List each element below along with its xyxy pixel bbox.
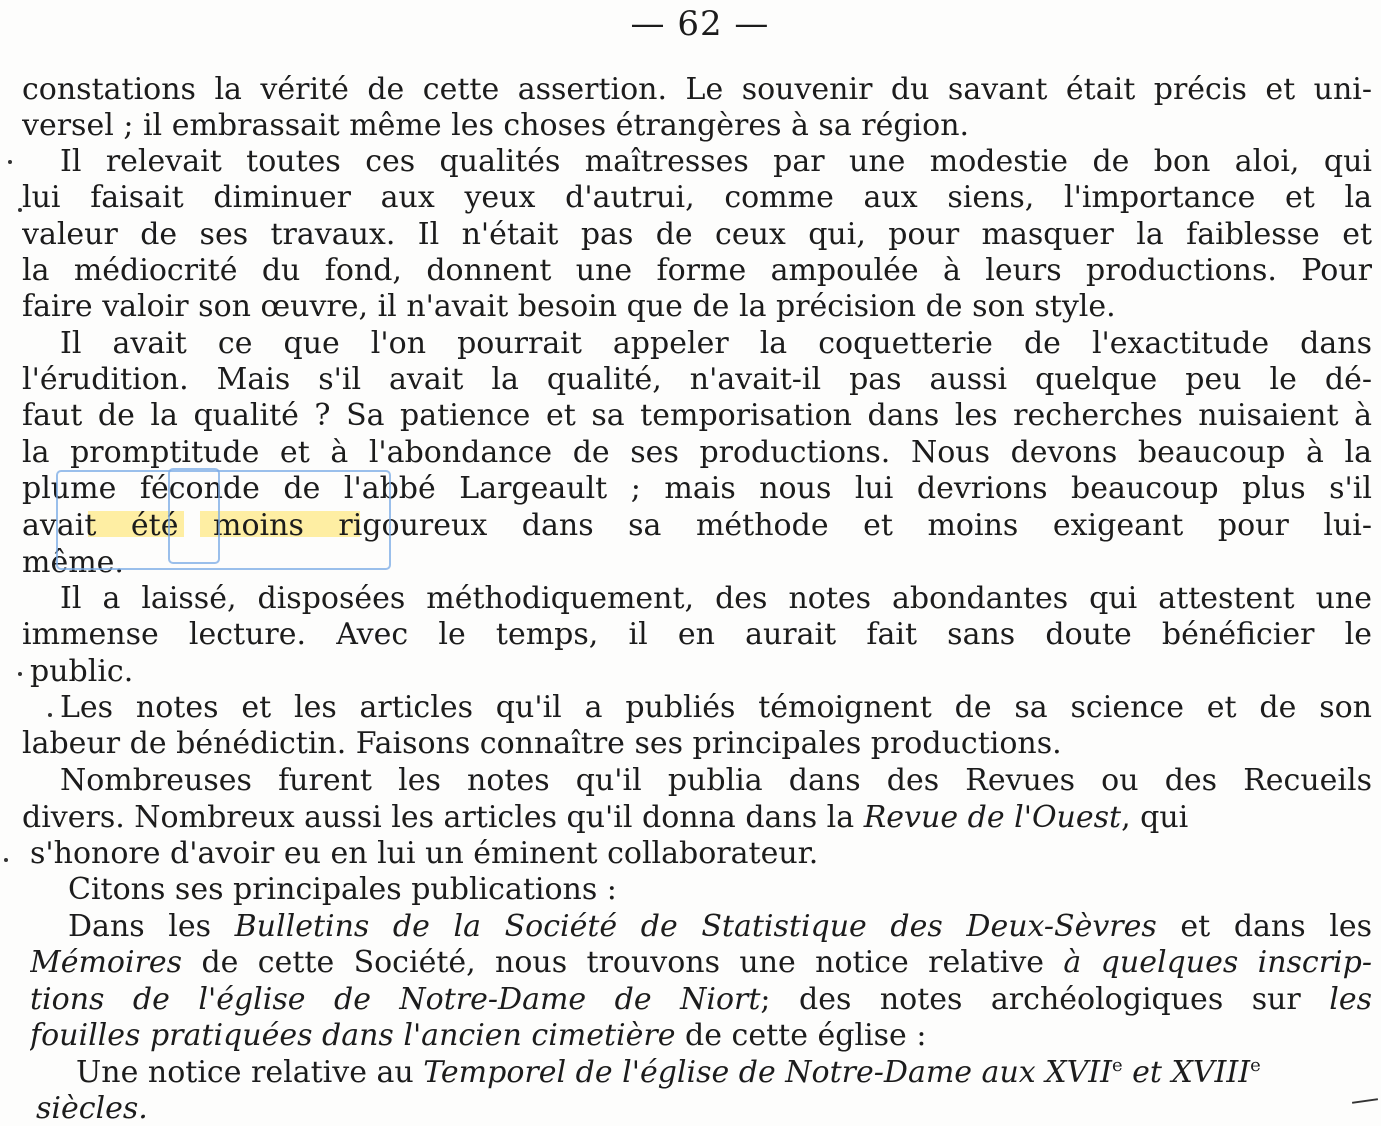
italic-title: Revue de l'Ouest (863, 800, 1122, 835)
italic-title: les (1329, 982, 1372, 1017)
selection-box[interactable] (168, 468, 220, 564)
text-line (76, 1055, 1372, 1091)
text-line: plume féconde de l'abbé Largeault ; mais nous lui devrions beaucoup plus s'il (22, 471, 1372, 506)
text-line: versel ; il embrassait même les choses étrangères à sa région. (22, 108, 970, 143)
scan-speck (48, 713, 52, 717)
scan-speck (18, 208, 22, 212)
text-line: faut de la qualité ? Sa patience et sa temporisation dans les recherches nuisaient à (22, 398, 1372, 433)
text-line: faire valoir son œuvre, il n'avait besoin que de la précision de son style. (22, 289, 1116, 324)
italic-title: à quelques inscrip- (1063, 945, 1372, 980)
text-line: Il relevait toutes ces qualités maîtresses par une modestie de bon aloi, qui (60, 144, 1372, 179)
italic-title: tions de l'église de Notre-Dame de Niort (30, 982, 761, 1017)
selection-box[interactable] (56, 470, 391, 570)
text-line: Il avait ce que l'on pourrait appeler la coquetterie de l'exactitude dans (60, 326, 1372, 361)
text-run: de cette église : (685, 1018, 927, 1053)
text-run: ; des notes archéologiques sur (760, 982, 1301, 1017)
text-run: Dans les (68, 909, 212, 944)
text-line (30, 1018, 1380, 1054)
italic-title: Bulletins de la Société de Statistique des Deux-Sèvres (234, 909, 1157, 944)
text-line: Les notes et les articles qu'il a publiés témoignent de sa science et de son (60, 690, 1372, 725)
text-line: lui faisait diminuer aux yeux d'autrui, comme aux siens, l'importance et la (22, 180, 1372, 215)
text-line: la médiocrité du fond, donnent une forme ampoulée à leurs productions. Pour (22, 253, 1372, 288)
scan-speck (4, 858, 8, 862)
text-line (30, 982, 1372, 1018)
text-line: constations la vérité de cette assertion. Le souvenir du savant était précis et uni- (22, 72, 1372, 107)
superscript: e (1250, 1055, 1261, 1076)
text-line: Nombreuses furent les notes qu'il publia dans des Revues ou des Recueils (60, 763, 1372, 798)
italic-title: et XVIII (1132, 1055, 1251, 1090)
text-line: même. (22, 545, 124, 580)
text-line: public. (30, 654, 134, 689)
page-number: — 62 — (630, 4, 770, 44)
text-line: Il a laissé, disposées méthodiquement, des notes abondantes qui attestent une (60, 581, 1372, 616)
text-line: valeur de ses travaux. Il n'était pas de ceux qui, pour masquer la faiblesse et (22, 217, 1372, 252)
italic-title: Mémoires (30, 945, 183, 980)
text-run: et dans les (1180, 909, 1372, 944)
text-line: s'honore d'avoir eu en lui un éminent collaborateur. (30, 836, 819, 871)
text-run: divers. Nombreux aussi les articles qu'il donna dans la (22, 800, 855, 835)
text-run: de cette Société, nous trouvons une notice relative (201, 945, 1045, 980)
superscript: e (1111, 1055, 1123, 1076)
scan-speck (8, 160, 12, 164)
text-line: immense lecture. Avec le temps, il en aurait fait sans doute bénéficier le (22, 617, 1372, 652)
text-line: siècles. (36, 1091, 148, 1126)
text-line: avait été moins rigoureux dans sa méthode et moins exigeant pour lui- (22, 508, 1372, 543)
italic-title: fouilles pratiquées dans l'ancien cimetière (30, 1018, 676, 1053)
text-line: l'érudition. Mais s'il avait la qualité, n'avait-il pas aussi quelque peu le dé- (22, 362, 1372, 397)
text-line: Citons ses principales publications : (68, 872, 617, 907)
text-line (68, 909, 1372, 945)
text-line (22, 800, 1372, 836)
italic-title: Temporel de l'église de Notre-Dame aux XVII (423, 1055, 1112, 1090)
scan-speck (18, 672, 22, 676)
text-line: labeur de bénédictin. Faisons connaître ses principales productions. (22, 726, 1062, 761)
text-run: Une notice relative au (76, 1055, 414, 1090)
text-run: , qui (1121, 800, 1189, 835)
text-line (30, 945, 1372, 981)
text-line: la promptitude et à l'abondance de ses productions. Nous devons beaucoup à la (22, 435, 1372, 470)
